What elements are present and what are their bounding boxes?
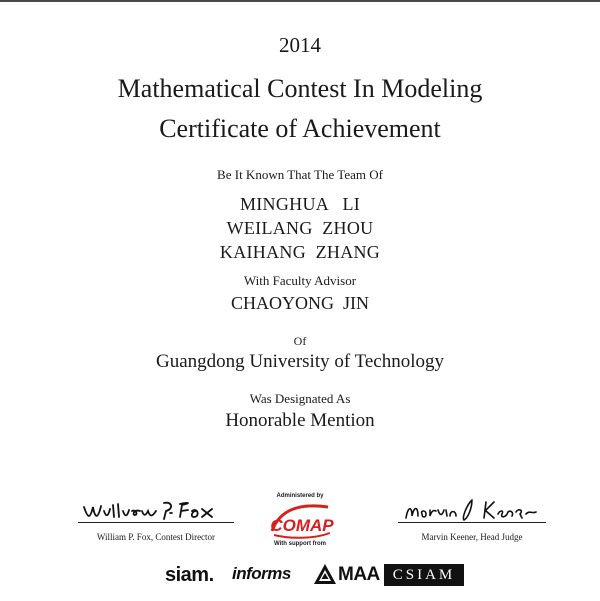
known-line: Be It Known That The Team Of — [217, 167, 383, 182]
siam-logo: siam. — [165, 564, 214, 586]
top-border — [0, 0, 600, 2]
administered-by-label: Administered by — [276, 493, 324, 499]
director-signature-line — [78, 522, 234, 523]
support-label: With support from — [274, 541, 326, 547]
designated-label: Was Designated As — [249, 391, 351, 406]
university-name: Guangdong University of Technology — [155, 351, 445, 372]
judge-role: Marvin Keener, Head Judge — [421, 532, 523, 542]
director-role: William P. Fox, Contest Director — [96, 532, 216, 542]
informs-logo: informs — [232, 564, 291, 583]
award-name: Honorable Mention — [225, 410, 375, 431]
maa-emblem-icon — [313, 563, 337, 587]
of-label: Of — [293, 334, 307, 348]
advisor-name: CHAOYONG JIN — [231, 293, 369, 313]
advisor-label: With Faculty Advisor — [243, 273, 357, 288]
team-member-2: WEILANG ZHOU — [226, 218, 374, 238]
comap-logo — [270, 501, 334, 541]
certificate-year: 2014 — [279, 33, 321, 57]
contest-title: Mathematical Contest In Modeling — [117, 74, 483, 103]
csiam-logo: CSIAM — [384, 564, 464, 586]
comap-wordmark: COMAP — [270, 516, 334, 535]
judge-signature — [400, 496, 550, 524]
team-member-3: KAIHANG ZHANG — [219, 242, 381, 262]
maa-logo: MAA — [338, 564, 380, 585]
director-signature — [80, 497, 240, 523]
team-member-1: MINGHUA LI — [239, 194, 361, 214]
certificate-title: Certificate of Achievement — [159, 114, 441, 143]
judge-signature-line — [398, 522, 546, 523]
